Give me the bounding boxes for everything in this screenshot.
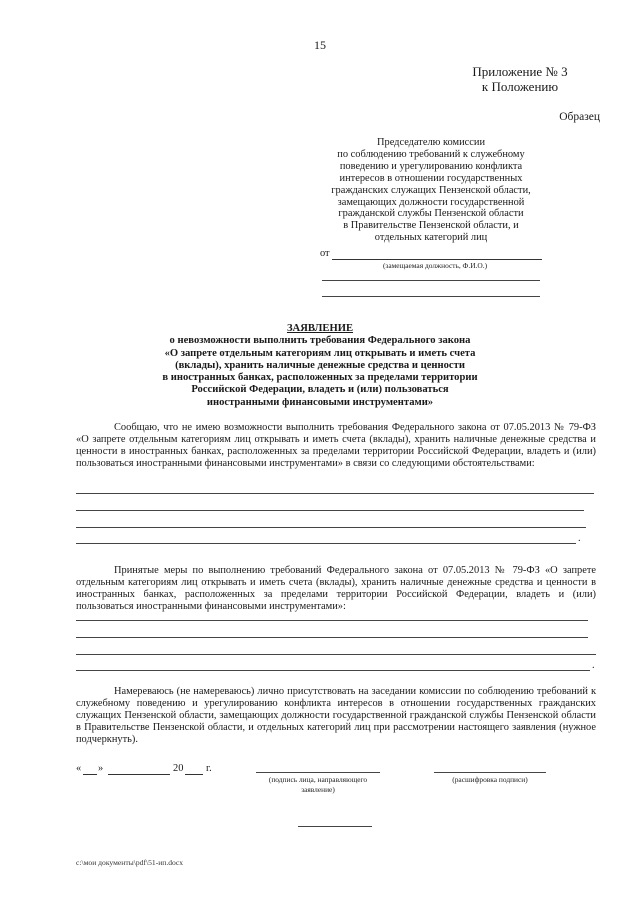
- paragraph-measures: [76, 565, 596, 613]
- paragraph-circumstances: [76, 422, 596, 470]
- title-line: «О запрете отдельным категориям лиц открывать и иметь счета: [164, 347, 476, 359]
- date-year-blank[interactable]: [185, 774, 203, 775]
- circumstances-line-2[interactable]: [76, 510, 584, 511]
- title-line: иностранными финансовыми инструментами»: [206, 396, 434, 408]
- from-extra-line-2[interactable]: [322, 296, 540, 297]
- measures-line-4[interactable]: [76, 670, 590, 671]
- measures-line-2[interactable]: [76, 637, 588, 638]
- title-line: о невозможности выполнить требования Федерального закона: [169, 335, 471, 347]
- date-year-suffix: г.: [206, 763, 212, 774]
- addressee-line: гражданских служащих Пензенской области,: [331, 184, 531, 196]
- date-open-quote: «: [76, 763, 82, 774]
- decryption-line[interactable]: [434, 772, 546, 773]
- appendix-line-1: Приложение № 3: [472, 64, 568, 79]
- addressee-block: [318, 137, 544, 244]
- measures-line-1[interactable]: [76, 620, 588, 621]
- document-title: [150, 323, 490, 409]
- measures-end-dot: .: [592, 660, 595, 671]
- circumstances-line-4[interactable]: [76, 543, 576, 544]
- addressee-line: поведению и урегулированию конфликта: [339, 160, 523, 172]
- decryption-caption: (расшифровка подписи): [452, 775, 528, 784]
- appendix-line-2: к Положению: [481, 79, 559, 94]
- paragraph-circumstances-text: Сообщаю, что не имею возможности выполнить требования Федерального закона от 07.05.2013 № 79-ФЗ «О запрете отдельным категориям лиц открывать и иметь счета (вклады), хранить наличные денежные средства и ценности в иностранных банках, расположенных за пределами территории Российской Федерации, владеть и (или) пользоваться иностранными финансовыми инструментами» в связи со следующими обстоятельствами:: [76, 422, 596, 469]
- sample-label: Образец: [559, 111, 600, 123]
- date-month-blank[interactable]: [108, 774, 170, 775]
- title-line: Российской Федерации, владеть и (или) пользоваться: [191, 384, 449, 396]
- from-label: от: [320, 248, 330, 259]
- from-extra-line-1[interactable]: [322, 280, 540, 281]
- bottom-separator: [298, 826, 372, 827]
- date-day-blank[interactable]: [83, 774, 97, 775]
- measures-line-3[interactable]: [76, 654, 596, 655]
- appendix-header: [440, 64, 600, 94]
- from-underline: [332, 259, 542, 260]
- addressee-line: гражданской службы Пензенской области: [338, 208, 524, 220]
- circumstances-line-3[interactable]: [76, 527, 586, 528]
- addressee-line: замещающих должности государственной: [337, 196, 525, 208]
- from-caption: (замещаемая должность, Ф.И.О.): [382, 261, 488, 270]
- paragraph-attendance: [76, 686, 596, 746]
- date-field[interactable]: [76, 763, 246, 777]
- paragraph-attendance-text: Намереваюсь (не намереваюсь) лично присутствовать на заседании комиссии по соблюдению требований к служебному поведению и урегулированию конфликта интересов в отношении государственных гражданских служащих Пензенской области, замещающих должности государственной гражданской службы Пензенской области в Правительстве Пензенской области, и отдельных категорий лиц при рассмотрении настоящего заявления (нужное подчеркнуть).: [76, 686, 596, 745]
- circumstances-end-dot: .: [578, 533, 581, 544]
- circumstances-line-1[interactable]: [76, 493, 594, 494]
- signature-caption: (подпись лица, направляющего заявление): [268, 775, 368, 794]
- signature-line[interactable]: [256, 772, 380, 773]
- addressee-line: отдельных категорий лиц: [374, 232, 488, 244]
- title-line: в иностранных банках, расположенных за пределами территории: [162, 372, 478, 384]
- paragraph-measures-text: Принятые меры по выполнению требований Федерального закона от 07.05.2013 № 79-ФЗ «О запрете отдельным категориям лиц открывать и иметь счета (вклады), хранить наличные денежные средства и ценности в иностранных банках, расположенных за пределами территории Российской Федерации, владеть и (или) пользоваться иностранными финансовыми инструментами»:: [76, 565, 596, 612]
- date-close-quote: »: [98, 763, 104, 774]
- footer-file-path: c:\мои документы\pdf\51-ип.docx: [76, 858, 184, 867]
- addressee-line: по соблюдению требований к служебному: [337, 148, 525, 160]
- title-heading: ЗАЯВЛЕНИЕ: [286, 323, 354, 334]
- addressee-line: интересов в отношении государственных: [339, 172, 523, 184]
- addressee-line: в Правительстве Пензенской области, и: [343, 220, 519, 232]
- addressee-line: Председателю комиссии: [377, 137, 485, 148]
- date-year-prefix: 20: [173, 763, 184, 774]
- from-field[interactable]: [320, 248, 542, 261]
- page-number: 15: [314, 38, 326, 52]
- title-line: (вклады), хранить наличные денежные средства и ценности: [175, 359, 465, 371]
